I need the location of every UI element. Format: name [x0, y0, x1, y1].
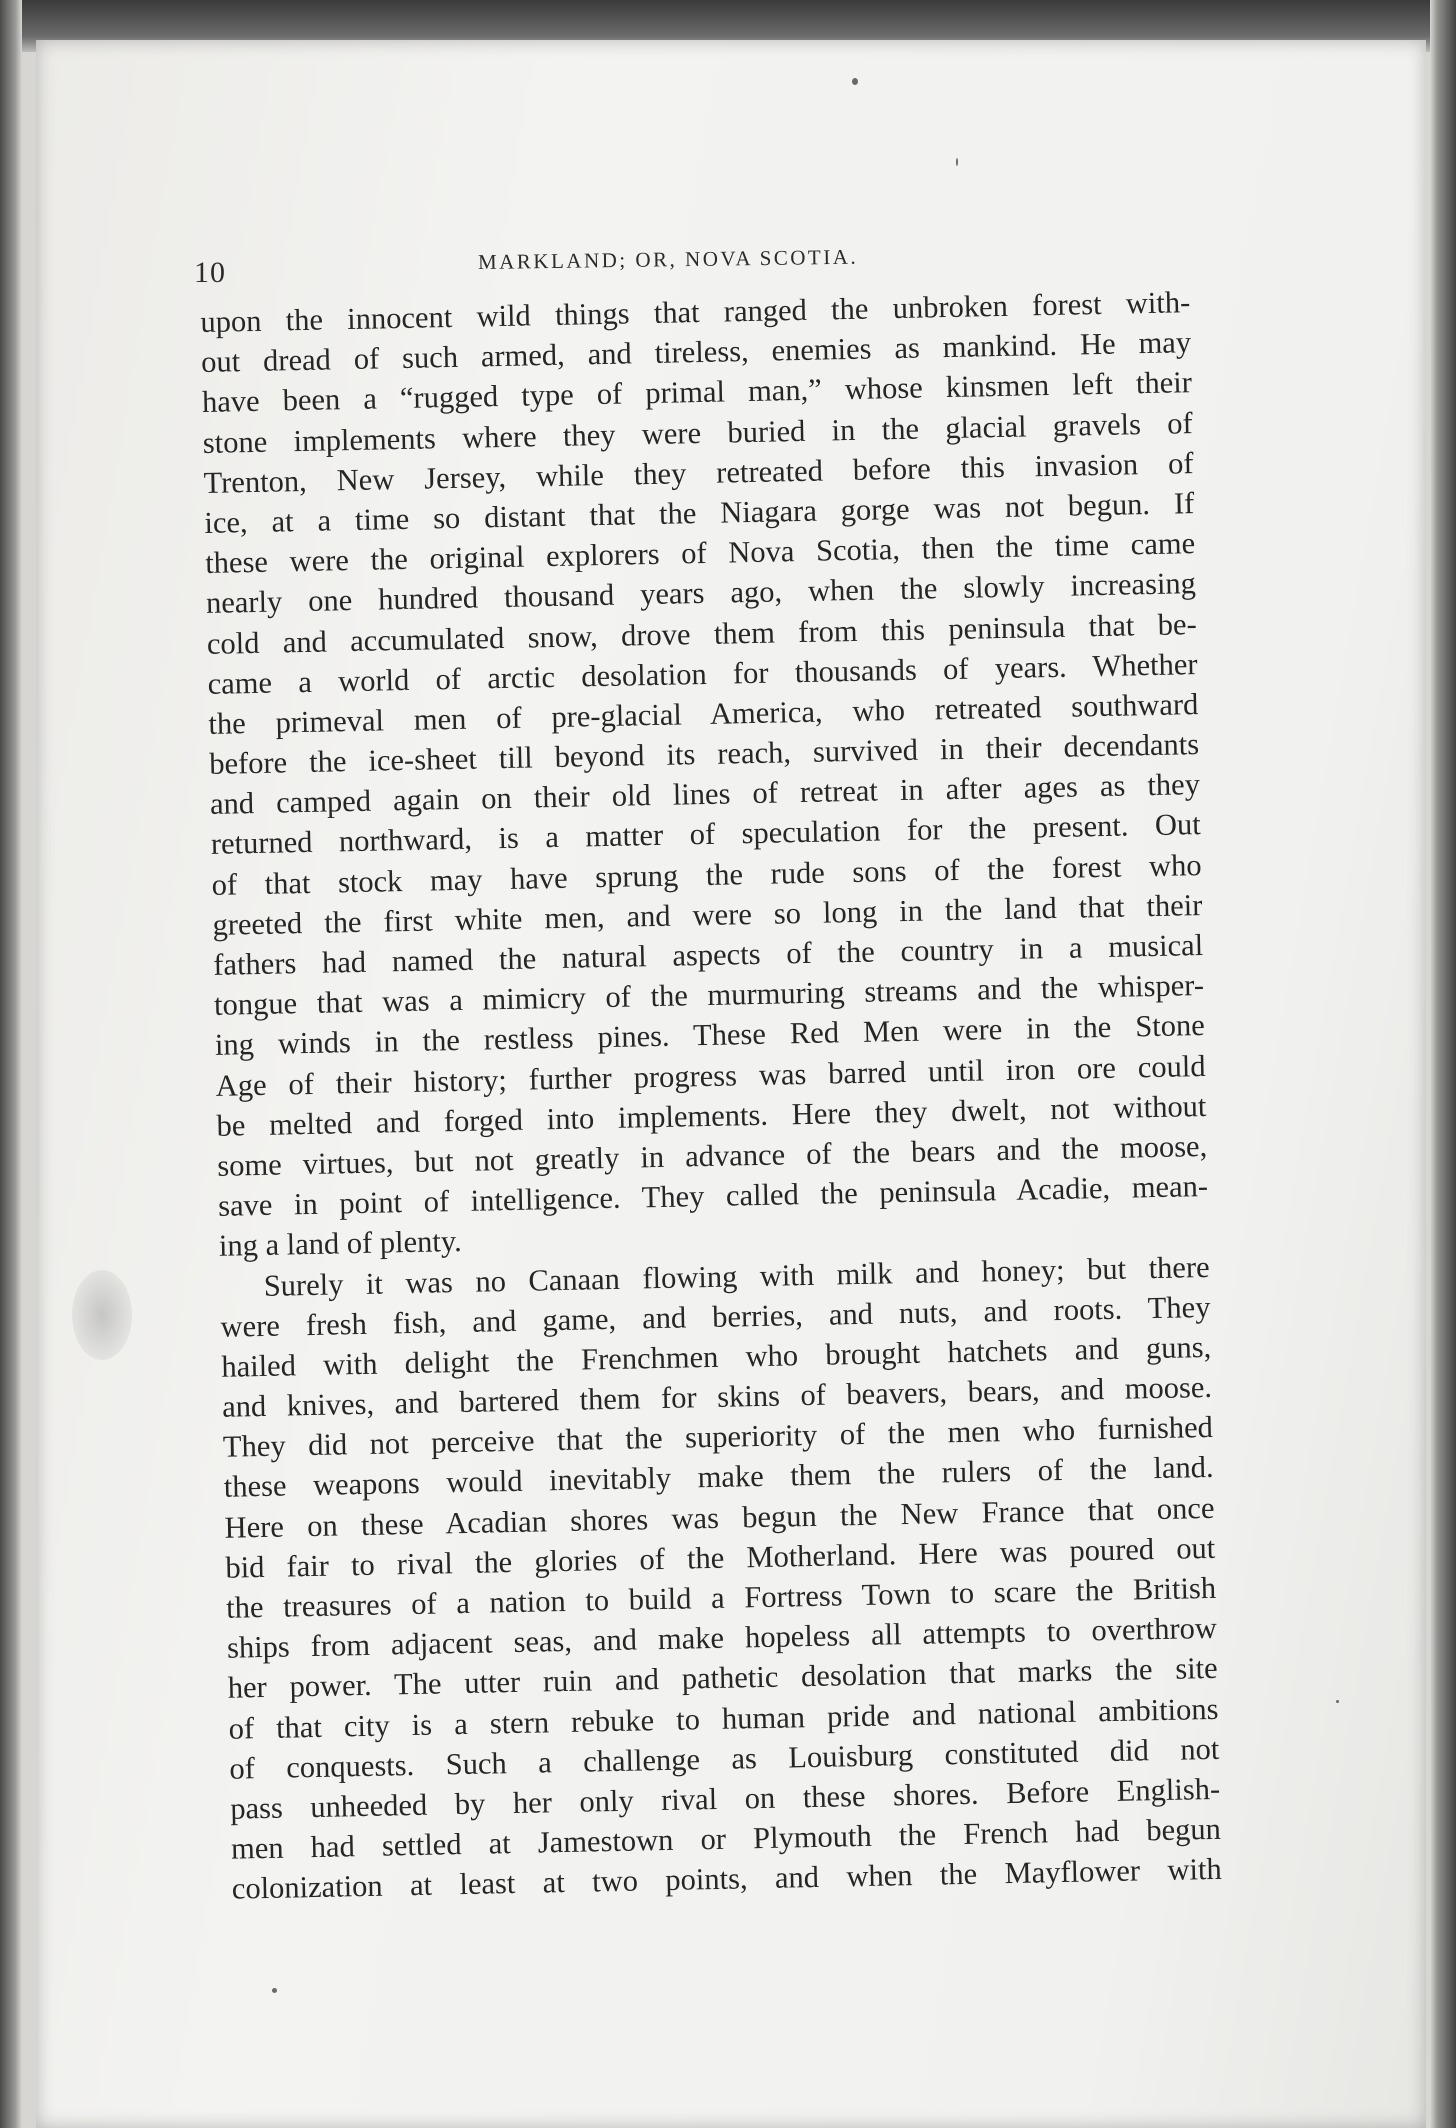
page-number: 10: [194, 256, 226, 289]
text-line: of that stock may have sprung the rude sons of the forest who: [211, 847, 1202, 902]
dust-speck: [272, 1988, 277, 1993]
text-line: out dread of such armed, and tireless, enemies as mankind. He may: [200, 325, 1192, 380]
running-title: MARKLAND; OR, NOVA SCOTIA.: [477, 244, 859, 274]
text-line: Age of their history; further progress was barred until iron ore could: [215, 1048, 1206, 1103]
text-line: have been a “rugged type of primal man,” whose kinsmen left their: [201, 365, 1193, 420]
text-line: came a world of arctic desolation for thousands of years. Whether: [207, 646, 1198, 701]
body-text: [200, 282, 1222, 1909]
text-line: the treasures of a nation to build a Fortress Town to scare the British: [225, 1570, 1217, 1625]
text-line: They did not perceive that the superiority of the men who furnished: [222, 1410, 1214, 1465]
text-line: Here on these Acadian shores was begun the New France that once: [224, 1490, 1215, 1545]
text-line: returned northward, is a matter of speculation for the present. Out: [210, 807, 1202, 862]
text-line: and camped again on their old lines of retreat in after ages as they: [209, 767, 1201, 822]
paragraph-1: [200, 282, 1209, 1266]
dust-speck: [956, 158, 958, 166]
text-line: stone implements where they were buried in the glacial gravels of: [202, 405, 1193, 460]
text-line: greeted the first white men, and were so long in the land that their: [212, 887, 1203, 942]
text-line: bid fair to rival the glories of the Motherland. Here was poured out: [225, 1530, 1216, 1585]
text-line: cold and accumulated snow, drove them from this peninsula that be-: [206, 606, 1197, 661]
text-line: fathers had named the natural aspects of the country in a musical: [212, 928, 1204, 982]
text-line: ing a land of plenty.: [218, 1224, 463, 1264]
text-line: pass unheeded by her only rival on these shores. Before English-: [229, 1771, 1221, 1826]
scan-border-left: [0, 0, 22, 2128]
text-line: were fresh fish, and game, and berries, and nuts, and roots. They: [220, 1289, 1211, 1344]
text-line: her power. The utter ruin and pathetic desolation that marks the site: [227, 1651, 1218, 1706]
text-line: colonization at least at two points, and when the Mayflower with: [231, 1852, 1222, 1906]
text-line: men had settled at Jamestown or Plymouth the French had begun: [230, 1811, 1222, 1866]
text-line: ing winds in the restless pines. These Red Men were in the Stone: [214, 1008, 1206, 1063]
text-line: nearly one hundred thousand years ago, when the slowly increasing: [205, 566, 1197, 621]
text-line: before the ice-sheet till beyond its reach, survived in their decendants: [208, 727, 1200, 781]
text-line: upon the innocent wild things that ranged the unbroken forest with-: [200, 285, 1191, 339]
text-line: ice, at a time so distant that the Niagara gorge was not begun. If: [204, 486, 1195, 540]
text-line: Surely it was no Canaan flowing with milk and honey; but there: [263, 1249, 1210, 1303]
dust-speck: [852, 78, 858, 85]
text-line: ships from adjacent seas, and make hopeless all attempts to overthrow: [226, 1611, 1218, 1665]
text-line: be melted and forged into implements. Here they dwelt, not without: [216, 1088, 1207, 1143]
paragraph-2: [219, 1246, 1222, 1909]
scan-border-right: [1430, 0, 1456, 2128]
text-line: of conquests. Such a challenge as Louisburg constituted did not: [229, 1731, 1220, 1786]
text-line: some virtues, but not greatly in advance of the bears and the moose,: [216, 1128, 1208, 1183]
text-line: tongue that was a mimicry of the murmuring streams and the whisper-: [213, 968, 1205, 1023]
text-line: these were the original explorers of Nova Scotia, then the time came: [204, 526, 1196, 581]
text-line: hailed with delight the Frenchmen who brought hatchets and guns,: [221, 1329, 1212, 1384]
text-line: save in point of intelligence. They called the peninsula Acadie, mean-: [217, 1169, 1209, 1223]
text-line: Trenton, New Jersey, while they retreated before this invasion of: [203, 445, 1194, 500]
text-line: and knives, and bartered them for skins of beavers, bears, and moose.: [221, 1369, 1213, 1424]
dust-speck: [1336, 1700, 1339, 1703]
text-line: of that city is a stern rebuke to human pride and national ambitions: [228, 1691, 1219, 1746]
page-smudge: [72, 1270, 132, 1360]
text-line: these weapons would inevitably make them the rulers of the land.: [223, 1450, 1214, 1505]
text-line: the primeval men of pre-glacial America, who retreated southward: [208, 686, 1199, 741]
